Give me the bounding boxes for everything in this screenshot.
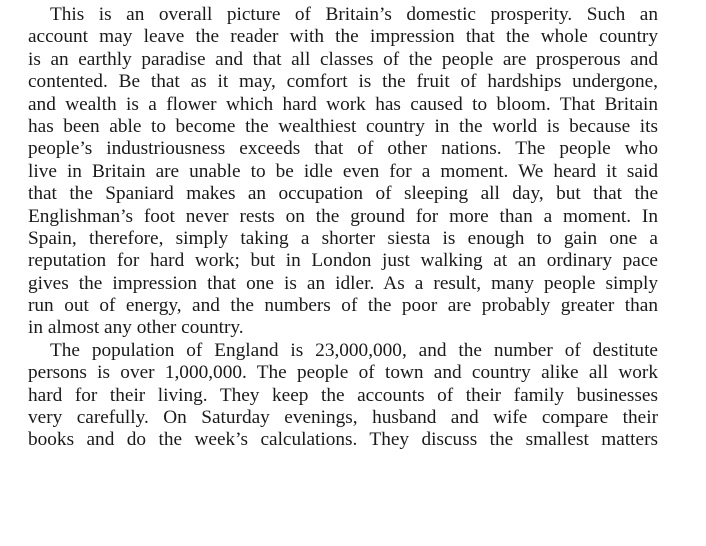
text-line: This is an overall picture of Britain’s domestic prosperity. Such an (50, 4, 658, 25)
text-line: books and do the week’s calculations. They discuss the smallest matters (28, 429, 658, 451)
text-line: very carefully. On Saturday evenings, husband and wife compare their (28, 407, 658, 429)
text-line: that the Spaniard makes an occupation of sleeping all day, but that the (28, 183, 658, 205)
text-line: persons is over 1,000,000. The people of town and country alike all work (28, 362, 658, 384)
text-line: reputation for hard work; but in London just walking at an ordinary pace (28, 250, 658, 272)
text-line: Englishman’s foot never rests on the ground for more than a moment. In (28, 205, 658, 227)
text-line: live in Britain are unable to be idle even for a moment. We heard it said (28, 160, 658, 182)
text-line: gives the impression that one is an idler. As a result, many people simply (28, 272, 658, 294)
text-line: is an earthly paradise and that all classes of the people are prosperous and (28, 48, 658, 70)
text-line: in almost any other country. (28, 317, 244, 339)
document-page (28, 4, 658, 452)
text-line: Spain, therefore, simply taking a shorter siesta is enough to gain one a (28, 227, 658, 249)
text-line: account may leave the reader with the impression that the whole country (28, 26, 658, 48)
paragraph (28, 4, 658, 340)
text-line: has been able to become the wealthiest country in the world is because its (28, 115, 658, 137)
text-line: run out of energy, and the numbers of the poor are probably greater than (28, 295, 658, 317)
text-line: people’s industriousness exceeds that of other nations. The people who (28, 138, 658, 160)
paragraph (28, 340, 658, 452)
text-line: contented. Be that as it may, comfort is the fruit of hardships undergone, (28, 71, 658, 93)
text-line: The population of England is 23,000,000, and the number of destitute (50, 339, 658, 361)
text-line: hard for their living. They keep the accounts of their family businesses (28, 384, 658, 406)
text-line: and wealth is a flower which hard work has caused to bloom. That Britain (28, 93, 658, 115)
